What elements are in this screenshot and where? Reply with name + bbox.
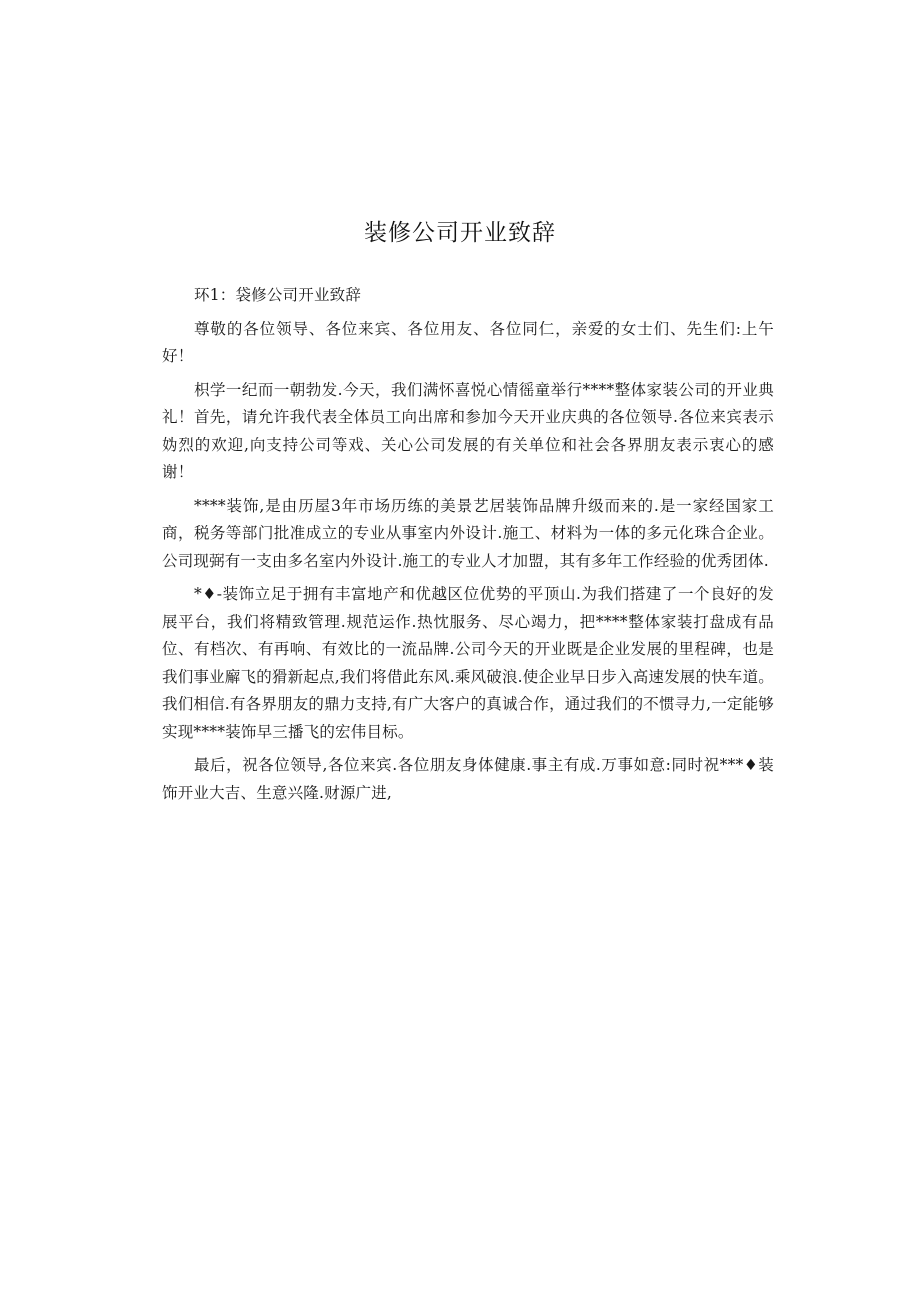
document-body	[162, 282, 774, 813]
development-paragraph: *♦-装饰立足于拥有丰富地产和优越区位优势的平顶山.为我们搭建了一个良好的发展平台，我们将精致管理.规范运作.热忱服务、尽心竭力，把****整体家装打盘成有品位、有档次、有再响、有效比的一流品牌.公司今天的开业既是企业发展的里程碑，也是我们事业廨飞的猾新起点,我们将借此东风.乘风破浪.使企业早日步入高速发展的快车道。我们相信.有各界朋友的鼎力支持,有广大客户的真诚合作，通过我们的不惯寻力,一定能够实现****装饰早三播飞的宏伟目标。	[162, 585, 774, 741]
greeting-paragraph: 尊敬的各位领导、各位来宾、各位用友、各位同仁，亲爱的女士们、先生们:上午好！	[162, 319, 774, 365]
document-title: 装修公司开业致辞	[364, 220, 556, 246]
subtitle-paragraph: 环1：袋修公司开业致辞	[194, 286, 362, 304]
company-intro-paragraph: ****装饰,是由历屋3年市场历练的美景艺居装饰品牌升级而来的.是一家经国家工商，税务等部门批准成立的专业从事室内外设计.施工、材料为一体的多元化珠合企业。公司现弼有一支由多名室内外设计.施工的专业人才加盟，其有多年工作经验的优秀团体.	[162, 496, 774, 570]
opening-paragraph: 枳学一纪而一朝勃发.今天，我们满怀喜悦心情徭童举行****整体家装公司的开业典礼！首先，请允许我代表全体员工向出席和参加今天开业庆典的各位领导.各位来宾表示妫烈的欢迎,向支持公司等戏、关心公司发展的有关单位和社会各界朋友表示衷心的感谢！	[162, 380, 774, 481]
closing-paragraph: 最后，祝各位领导,各位来宾.各位朋友身体健康.事主有成.万事如意:同时祝***♦装饰开业大吉、生意兴隆.财源广进,	[162, 756, 774, 802]
